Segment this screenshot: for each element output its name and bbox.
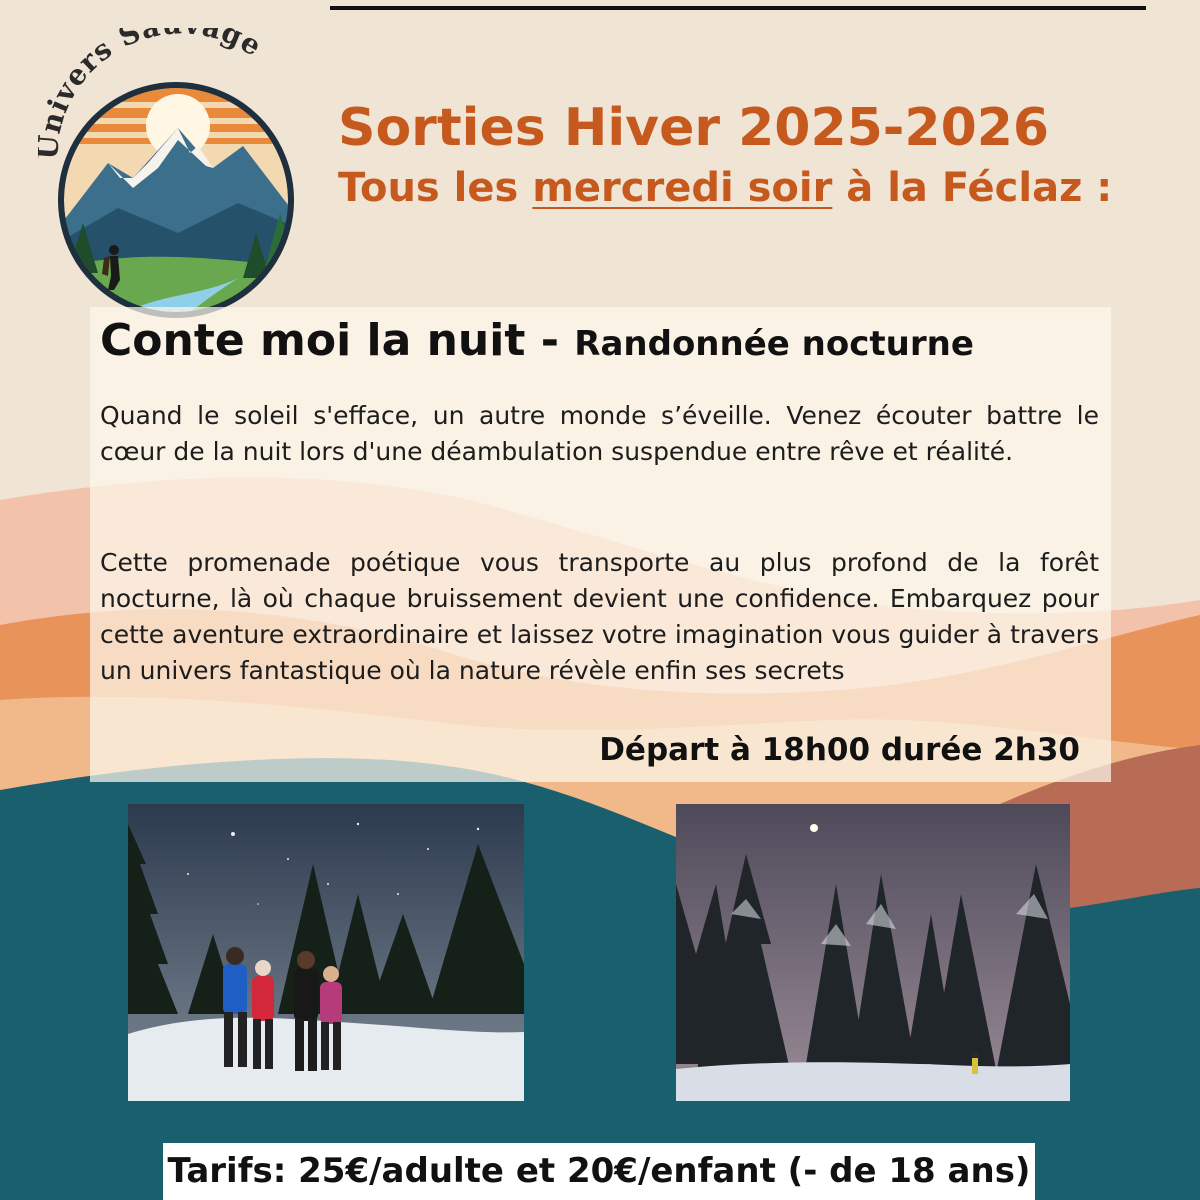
page-title: Sorties Hiver 2025-2026: [338, 98, 1050, 158]
subtitle-day: mercredi soir: [532, 165, 833, 211]
subtitle-text-before: Tous les: [338, 165, 533, 211]
mountain-hiker-logo-icon: [38, 28, 328, 318]
page-subtitle: [338, 160, 1178, 216]
event-title-sub: Randonnée nocturne: [574, 324, 974, 364]
night-snowshoe-group-photo: [128, 804, 524, 1101]
event-departure: Départ à 18h00 durée 2h30: [599, 732, 1080, 768]
event-description-1: Quand le soleil s'efface, un autre monde s’éveille. Venez écouter battre le cœur de la nuit lors d'une déambulation suspendue entre rêve et réalité.: [100, 401, 1099, 466]
subtitle-text-after: à la Féclaz :: [832, 165, 1113, 211]
snowy-fir-forest-night-photo: [676, 804, 1070, 1101]
event-description-2: Cette promenade poétique vous transporte au plus profond de la forêt nocturne, là où chaque bruissement devient une confidence. Embarquez pour cette aventure extraordinaire et laissez votre imagination vous guider à travers un univers fantastique où la nature révèle enfin ses secrets: [100, 548, 1099, 685]
event-title-main: Conte moi la nuit -: [100, 315, 575, 366]
logo: [38, 28, 328, 318]
logo-brand-text: ivers S ge: [41, 28, 269, 118]
event-title: [100, 312, 1100, 379]
pricing-banner: Tarifs: 25€/adulte et 20€/enfant (- de 18 ans): [163, 1143, 1035, 1200]
top-rule: [330, 6, 1146, 10]
